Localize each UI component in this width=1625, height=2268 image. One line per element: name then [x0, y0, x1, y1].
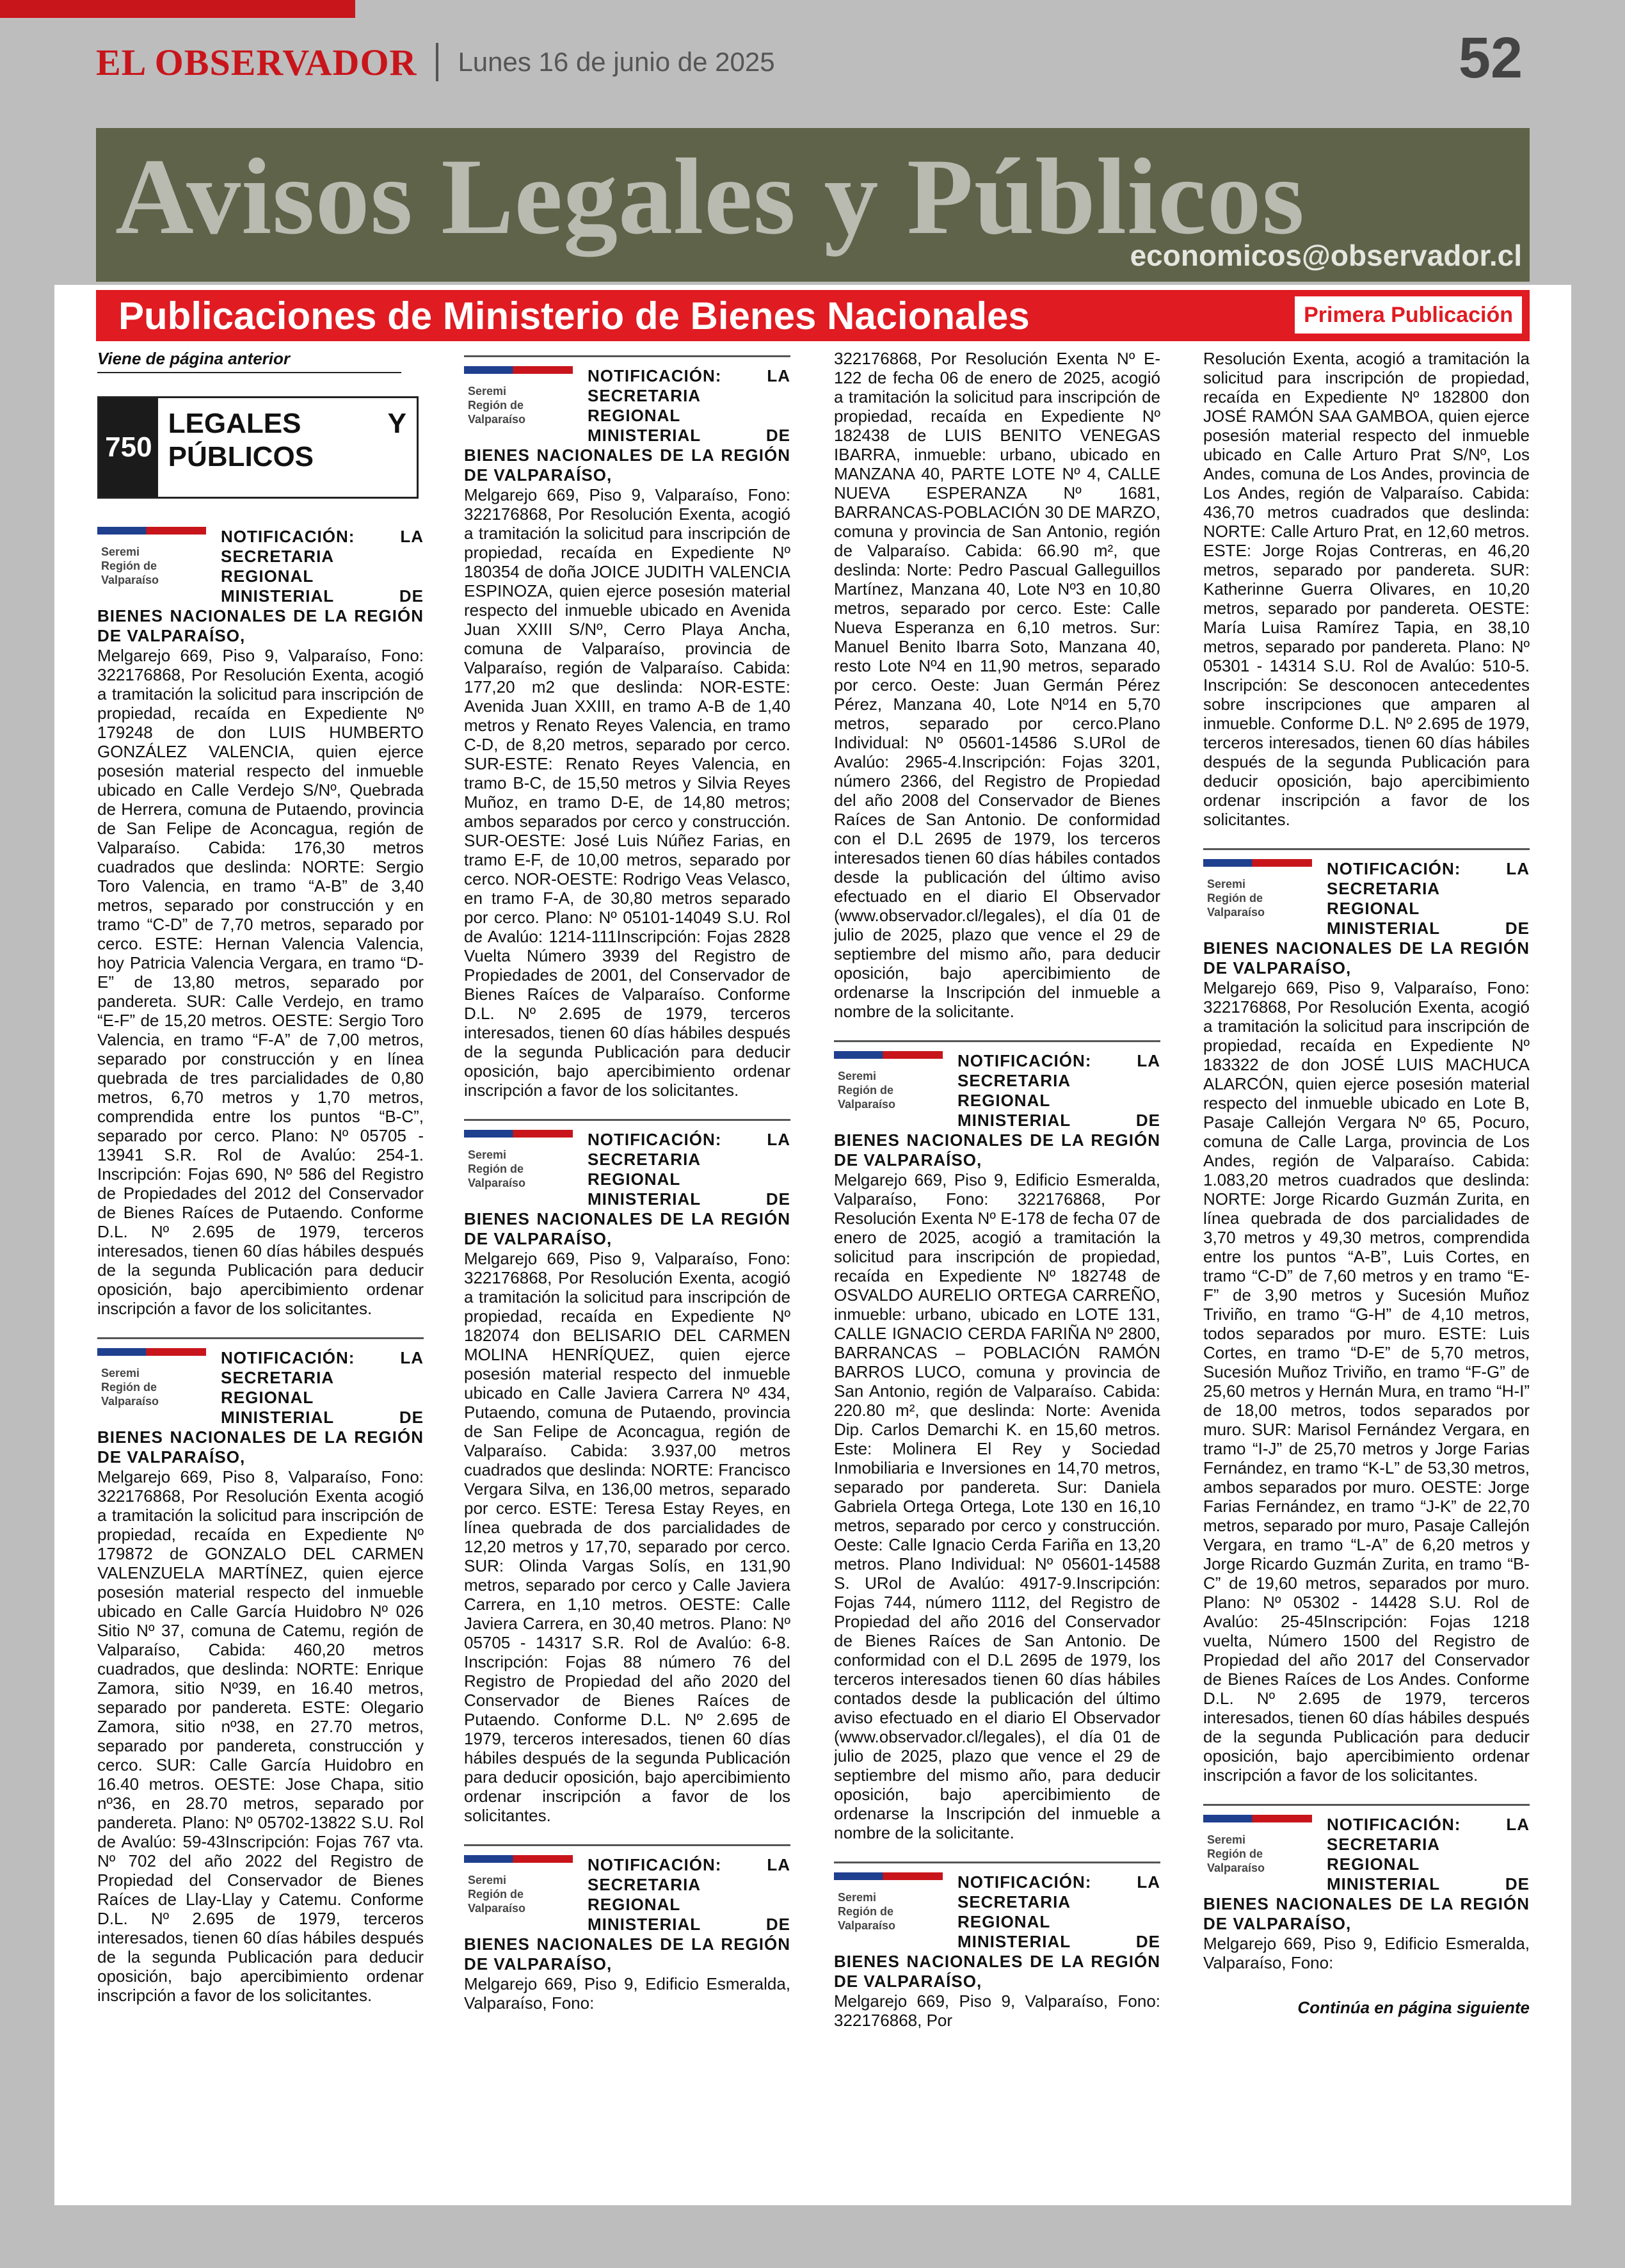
notice-body-continued: Resolución Exenta, acogió a tramitación la solicitud para inscripción de propiedad, recaída en Expediente Nº 182800 don JOSÉ RAMÓN SAA GAMBOA, quien ejerce posesión material respecto del inmueble ubicado en Calle Arturo Prat S/Nº, Los Andes, comuna de Los Andes, provincia de Los Andes, región de Valparaíso. Cabida: 436,70 metros cuadrados que deslinda: NORTE: Calle Arturo Prat, en 12,60 metros. ESTE: Jorge Rojas Contreras, en 46,20 metros, separado por pandereta. SUR: Katherinne Guerra Olivares, en 10,20 metros, separado por pandereta. OESTE: María Luisa Ramírez Tapia, en 38,10 metros, separado por pandereta. Plano: Nº 05301 - 14314 S.U. Rol de Avalúo: 510-5. Inscripción: Se desconocen antecedentes sobre inscripciones que amparen al inmueble. Conforme D.L. Nº 2.695 de 1979, terceros interesados, tienen 60 días hábiles después de la segunda Publicación para deducir oposición, bajo apercibimiento ordenar inscripción a favor de los solicitantes.	[1203, 349, 1530, 829]
continued-on-note: Continúa en página siguiente	[1297, 1998, 1530, 2017]
notice-body: Melgarejo 669, Piso 9, Valparaíso, Fono: 322176868, Por Resolución Exenta, acogió a tramitación la solicitud para inscripción de propiedad, recaída en Expediente Nº 182074 don BELISARIO DEL CARMEN MOLINA HENRÍQUEZ, quien ejerce posesión material respecto del inmueble ubicado en Calle Javiera Carrera Nº 434, Putaendo, comuna de Putaendo, provincia de San Felipe de Aconcagua, región de Valparaíso. Cabida: 3.937,00 metros cuadrados que deslinda: NORTE: Francisco Vergara Silva, en 136,00 metros, separado por cerco. ESTE: Teresa Estay Reyes, en línea quebrada de dos parcialidades de 12,20 metros y 17,70, separado por cerco. SUR: Olinda Vargas Solís, en 131,90 metros, separado por cerco y Calle Javiera Carrera, en 1,10 metros. OESTE: Calle Javiera Carrera, en 30,40 metros. Plano: Nº 05705 - 14317 S.R. Rol de Avalúo: 6-8. Inscripción: Fojas 88 número 76 del Registro de Propiedad del año 2020 del Conservador de Bienes Raíces de Putaendo. Conforme D.L. Nº 2.695 de 1979, terceros interesados, tienen 60 días hábiles después de la segunda Publicación para deducir oposición, bajo apercibimiento ordenar inscripción a favor de los solicitantes.	[464, 1249, 790, 1825]
top-accent-bar	[0, 0, 355, 18]
flag-icon	[834, 1051, 943, 1059]
legal-notice	[97, 1337, 424, 2005]
notice-body: Melgarejo 669, Piso 9, Valparaíso, Fono: 322176868, Por Resolución Exenta, acogió a tramitación la solicitud para inscripción de propiedad, recaída en Expediente Nº 179248 de don LUIS HUMBERTO GONZÁLEZ VALENCIA, quien ejerce posesión material respecto del inmueble ubicado en Calle Verdejo S/Nº, Quebrada de Herrera, comuna de Putaendo, provincia de San Felipe de Aconcagua, región de Valparaíso. Cabida: 176,30 metros cuadrados que deslinda: NORTE: Sergio Toro Valencia, en tramo “A-B” de 3,40 metros, separado por construcción y en tramo “C-D” de 7,70 metros, separado por cerco. ESTE: Hernan Valencia Valencia, hoy Patricia Valencia Vergara, en tramo “D-E” de 13,80 metros, separado por pandereta. SUR: Calle Verdejo, en tramo “E-F” de 15,20 metros. OESTE: Sergio Toro Valencia, en tramo “F-A” de 7,00 metros, separado por construcción y en línea quebrada de tres parcialidades de 0,80 metros, 6,70 metros y 1,70 metros, comprendida entre los puntos “B-C”, separado por cerco. Plano: Nº 05705 - 13941 S.R. Rol de Avalúo: 254-1. Inscripción: Fojas 690, Nº 586 del Registro de Propiedades del 2012 del Conservador de Bienes Raíces de Putaendo. Conforme D.L. Nº 2.695 de 1979, terceros interesados, tienen 60 días hábiles después de la segunda Publicación para deducir oposición, bajo apercibimiento ordenar inscripción a favor de los solicitantes.	[97, 646, 424, 1318]
notice-heading: NOTIFICACIÓN: LA SECRETARIA REGIONAL MINISTERIAL DE BIENES NACIONALES DE LA REGIÓN DE VALPARAÍSO,	[834, 1872, 1160, 1991]
seremi-logo: Seremi Región de Valparaíso	[97, 1348, 216, 1415]
seremi-logo: Seremi Región de Valparaíso	[834, 1051, 952, 1118]
notice-body: Melgarejo 669, Piso 9, Valparaíso, Fono: 322176868, Por	[834, 1991, 1160, 2030]
notice-body: Melgarejo 669, Piso 9, Valparaíso, Fono: 322176868, Por Resolución Exenta, acogió a tramitación la solicitud para inscripción de propiedad, recaída en Expediente Nº 180354 de doña JOICE JUDITH VALENCIA ESPINOZA, quien ejerce posesión material respecto del inmueble ubicado en Avenida Juan XXIII S/Nº, Cerro Playa Ancha, comuna de Valparaíso, provincia de Valparaíso, región de Valparaíso. Cabida: 177,20 m2 que deslinda: NOR-ESTE: Avenida Juan XXIII, en tramo A-B de 1,40 metros y Renato Reyes Valencia, en tramo C-D, de 8,20 metros, separado por cerco. SUR-ESTE: Renato Reyes Valencia, en tramo B-C, de 15,50 metros y Silvia Reyes Muñoz, en tramo D-E, de 14,80 metros; ambos separados por cerco y construcción. SUR-OESTE: José Luis Núñez Farias, en tramo E-F, de 10,00 metros, separado por cerco. NOR-OESTE: Rodrigo Veas Velasco, en tramo F-A, de 30,80 metros separado por cerco. Plano: Nº 05101-14049 S.U. Rol de Avalúo: 1214-111Inscripción: Fojas 2828 Vuelta Número 3939 del Registro de Propiedades de 2001, del Conservador de Bienes Raíces de Valparaíso. Conforme D.L. Nº 2.695 de 1979, terceros interesados, tienen 60 días hábiles después de la segunda Publicación para deducir oposición, bajo apercibimiento ordenar inscripción a favor de los solicitantes.	[464, 485, 790, 1100]
legal-notice	[464, 1119, 790, 1825]
section-title: LEGALES Y PÚBLICOS	[168, 408, 406, 472]
notice-body: Melgarejo 669, Piso 9, Valparaíso, Fono: 322176868, Por Resolución Exenta, acogió a tramitación la solicitud para inscripción de propiedad, recaída en Expediente Nº 183322 de don JOSÉ LUIS MACHUCA ALARCÓN, quien ejerce posesión material respecto del inmueble ubicado en Lote B, Pasaje Callejón Vergara Nº 65, Pocuro, comuna de Calle Larga, provincia de Los Andes, región de Valparaíso. Cabida: 1.083,20 metros cuadrados que deslinda: NORTE: Jorge Ricardo Guzmán Zurita, en línea quebrada de dos parcialidades de 3,70 metros y 49,30 metros, comprendida entre los puntos “A-B”, Luis Cortes, en tramo “C-D” de 7,60 metros y en tramo “E-F” de 3,90 metros y Sucesión Muñoz Triviño, en tramo “G-H” de 4,10 metros, todos separados por muro. ESTE: Luis Cortes, en tramo “D-E” de 5,70 metros, Sucesión Muñoz Triviño, en tramo “F-G” de 25,60 metros y Hernán Mura, en tramo “H-I” de 18,00 metros, todos separados por muro. SUR: Marisol Fernández Vergara, en tramo “I-J” de 25,70 metros y Jorge Farias Fernández, en tramo “K-L” de 53,30 metros, ambos separados por muro. OESTE: Jorge Farias Fernández, en tramo “J-K” de 22,70 metros, separado por muro, Pasaje Callejón Vergara, en tramo “L-A” de 6,20 metros y Jorge Ricardo Guzmán Zurita, en tramo “B-C” de 19,60 metros, separados por muro. Plano: Nº 05302 - 14428 S.U. Rol de Avalúo: 25-45Inscripción: Fojas 1218 vuelta, Número 1500 del Registro de Propiedad del año 2017 del Conservador de Bienes Raíces de Los Andes. Conforme D.L. Nº 2.695 de 1979, terceros interesados, tienen 60 días hábiles después de la segunda Publicación para deducir oposición, bajo apercibimiento ordenar inscripción a favor de los solicitantes.	[1203, 978, 1530, 1785]
notice-body: Melgarejo 669, Piso 9, Edificio Esmeralda, Valparaíso, Fono:	[464, 1974, 790, 2013]
flag-icon	[464, 1855, 573, 1863]
legal-notice	[1203, 848, 1530, 1785]
notice-body: Melgarejo 669, Piso 8, Valparaíso, Fono: 322176868, Por Resolución Exenta acogió a tramitación la solicitud para inscripción de propiedad, recaída en Expediente Nº 179872 de GONZALO DEL CARMEN VALENZUELA MARTÍNEZ, quien ejerce posesión material respecto del inmueble ubicado en Calle García Huidobro Nº 026 Sitio Nº 37, comuna de Catemu, región de Valparaíso, Cabida: 460,20 metros cuadrados, que deslinda: NORTE: Enrique Zamora, sitio Nº39, en 16.40 metros, separado por pandereta. ESTE: Olegario Zamora, sitio nº38, en 27.70 metros, separado por pandereta, construcción y cerco. SUR: Calle García Huidobro en 16.40 metros. OESTE: Jose Chapa, sitio nº36, en 28.70 metros, separado por pandereta. Plano: Nº 05702-13822 S.U. Rol de Avalúo: 59-43Inscripción: Fojas 767 vta. Nº 702 del año 2022 del Registro de Propiedad del Conservador de Bienes Raíces de Llay-Llay y Catemu. Conforme D.L. Nº 2.695 de 1979, terceros interesados, tienen 60 días hábiles después de la segunda Publicación para deducir oposición, bajo apercibimiento ordenar inscripción a favor de los solicitantes.	[97, 1467, 424, 2005]
seremi-logo: Seremi Región de Valparaíso	[464, 1130, 582, 1197]
column-3	[834, 349, 1160, 2199]
flag-icon	[1203, 859, 1312, 867]
legal-notice	[97, 518, 424, 1318]
section-banner	[96, 128, 1530, 282]
legal-notice	[834, 1862, 1160, 2030]
legal-notice	[464, 355, 790, 1100]
contact-email: economicos@observador.cl	[1130, 239, 1522, 272]
seremi-logo: Seremi Región de Valparaíso	[464, 366, 582, 433]
notice-heading: NOTIFICACIÓN: LA SECRETARIA REGIONAL MINISTERIAL DE BIENES NACIONALES DE LA REGIÓN DE VALPARAÍSO,	[834, 1051, 1160, 1170]
masthead-divider	[436, 43, 438, 81]
banner-title: Avisos Legales y Públicos	[115, 136, 1305, 257]
publication-badge: Primera Publicación	[1295, 296, 1522, 334]
seremi-logo: Seremi Región de Valparaíso	[1203, 1815, 1322, 1882]
newspaper-name: EL OBSERVADOR	[96, 41, 417, 83]
column-1	[97, 349, 424, 2199]
legal-notice	[834, 1040, 1160, 1842]
notice-heading: NOTIFICACIÓN: LA SECRETARIA REGIONAL MINISTERIAL DE BIENES NACIONALES DE LA REGIÓN DE VALPARAÍSO,	[464, 1130, 790, 1248]
continued-from-note: Viene de página anterior	[97, 349, 291, 368]
seremi-logo: Seremi Región de Valparaíso	[464, 1855, 582, 1922]
flag-icon	[464, 1130, 573, 1138]
divider	[97, 372, 401, 373]
column-2	[464, 349, 790, 2199]
column-4	[1203, 349, 1530, 2199]
flag-icon	[464, 366, 573, 374]
page-sheet	[54, 285, 1571, 2205]
classified-section-header	[97, 396, 419, 499]
seremi-logo: Seremi Región de Valparaíso	[834, 1872, 952, 1940]
publication-header	[96, 290, 1530, 341]
legal-notice	[1203, 1804, 1530, 1972]
section-number: 750	[99, 398, 158, 497]
notice-heading: NOTIFICACIÓN: LA SECRETARIA REGIONAL MINISTERIAL DE BIENES NACIONALES DE LA REGIÓN DE VALPARAÍSO,	[97, 1348, 424, 1467]
flag-icon	[97, 1348, 206, 1356]
flag-icon	[834, 1872, 943, 1880]
seremi-logo: Seremi Región de Valparaíso	[1203, 859, 1322, 926]
legal-notice	[464, 1844, 790, 2013]
masthead	[96, 40, 775, 84]
publication-title: Publicaciones de Ministerio de Bienes Nacionales	[118, 294, 1030, 337]
issue-date: Lunes 16 de junio de 2025	[458, 47, 775, 77]
seremi-logo: Seremi Región de Valparaíso	[97, 527, 216, 594]
notice-heading: NOTIFICACIÓN: LA SECRETARIA REGIONAL MINISTERIAL DE BIENES NACIONALES DE LA REGIÓN DE VALPARAÍSO,	[464, 366, 790, 485]
flag-icon	[97, 527, 206, 535]
notice-heading: NOTIFICACIÓN: LA SECRETARIA REGIONAL MINISTERIAL DE BIENES NACIONALES DE LA REGIÓN DE VALPARAÍSO,	[1203, 1815, 1530, 1933]
notice-body-continued: 322176868, Por Resolución Exenta Nº E-122 de fecha 06 de enero de 2025, acogió a tramitación la solicitud para inscripción de propiedad, recaída en Expediente Nº 182438 de LUIS BENITO VENEGAS IBARRA, inmueble: urbano, ubicado en MANZANA 40, PARTE LOTE Nº 4, CALLE NUEVA ESPERANZA Nº 1681, BARRANCAS-POBLACIÓN 30 DE MARZO, comuna y provincia de San Antonio, región de Valparaíso. Cabida: 66.90 m², que deslinda: Norte: Pedro Pascual Galleguillos Martínez, Manzana 40, Lote Nº3 en 10,80 metros, separado por cerco. Este: Calle Nueva Esperanza en 6,10 metros. Sur: Manuel Benito Ibarra Soto, Manzana 40, resto Lote Nº4 en 11,90 metros, separado por cerco. Oeste: Juan Germán Pérez Pérez, Manzana 40, Lote Nº14 en 5,70 metros, separado por cerco.Plano Individual: Nº 05601-14586 S.URol de Avalúo: 2965-4.Inscripción: Fojas 3201, número 2366, del Registro de Propiedad del año 2008 del Conservador de Bienes Raíces de San Antonio. De conformidad con el D.L 2695 de 1979, los terceros interesados tienen 60 días hábiles contados desde la publicación del último aviso efectuado en el diario El Observador (www.observador.cl/legales), el día 01 de julio de 2025, plazo que vence el 29 de septiembre del mismo año, para deducir oposición, bajo apercibimiento de ordenarse la Inscripción del inmueble a nombre de la solicitante.	[834, 349, 1160, 1021]
notice-body: Melgarejo 669, Piso 9, Edificio Esmeralda, Valparaíso, Fono: 322176868, Por Resolución Exenta Nº E-178 de fecha 07 de enero de 2025, acogió a tramitación la solicitud para inscripción de propiedad, recaída en Expediente Nº 182748 de OSVALDO AURELIO ORTEGA CARREÑO, inmueble: urbano, ubicado en LOTE 131, CALLE IGNACIO CERDA FARIÑA Nº 2800, BARRANCAS – POBLACIÓN RAMÓN BARROS LUCO, comuna y provincia de San Antonio, región de Valparaíso. Cabida: 220.80 m², que deslinda: Norte: Avenida Dip. Carlos Demarchi K. en 15,60 metros. Este: Molinera El Rey y Sociedad Inmobiliaria e Inversiones en 14,70 metros, separado por pandereta. Sur: Daniela Gabriela Ortega Ortega, Lote 130 en 16,10 metros, separado por cerco y construcción. Oeste: Calle Ignacio Cerda Fariña en 13,20 metros. Plano Individual: Nº 05601-14588 S. URol de Avalúo: 4917-9.Inscripción: Fojas 744, número 1112, del Registro de Propiedad del año 2016 del Conservador de Bienes Raíces de San Antonio. De conformidad con el D.L 2695 de 1979, los terceros interesados tienen 60 días hábiles contados desde la publicación del último aviso efectuado en el diario El Observador (www.observador.cl/legales), el día 01 de julio de 2025, plazo que vence el 29 de septiembre del mismo año, para deducir oposición, bajo apercibimiento de ordenarse la Inscripción del inmueble a nombre de la solicitante.	[834, 1170, 1160, 1842]
notice-body: Melgarejo 669, Piso 9, Edificio Esmeralda, Valparaíso, Fono:	[1203, 1934, 1530, 1972]
notice-heading: NOTIFICACIÓN: LA SECRETARIA REGIONAL MINISTERIAL DE BIENES NACIONALES DE LA REGIÓN DE VALPARAÍSO,	[464, 1855, 790, 1974]
flag-icon	[1203, 1815, 1312, 1822]
page-number: 52	[1458, 26, 1523, 90]
notice-heading: NOTIFICACIÓN: LA SECRETARIA REGIONAL MINISTERIAL DE BIENES NACIONALES DE LA REGIÓN DE VALPARAÍSO,	[97, 527, 424, 645]
notice-heading: NOTIFICACIÓN: LA SECRETARIA REGIONAL MINISTERIAL DE BIENES NACIONALES DE LA REGIÓN DE VALPARAÍSO,	[1203, 859, 1530, 977]
